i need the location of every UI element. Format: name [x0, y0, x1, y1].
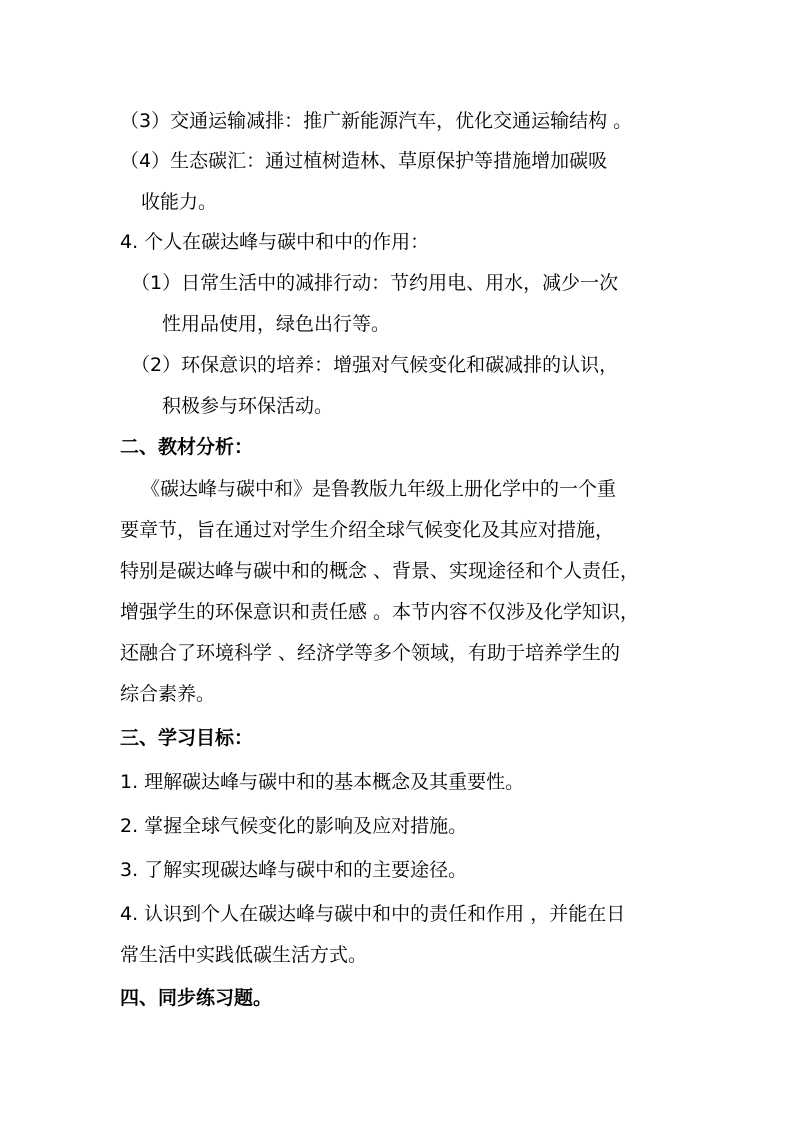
- paragraph-line: 性用品使用，绿色出行等。: [162, 313, 391, 335]
- paragraph-line: 要章节，旨在通过对学生介绍全球气候变化及其应对措施，: [120, 519, 615, 541]
- paragraph-line: （2）环保意识的培养：增强对气候变化和碳减排的认识，: [131, 354, 619, 376]
- list-item: 3. 了解实现碳达峰与碳中和的主要途径。: [120, 859, 468, 881]
- paragraph-line: 特别是碳达峰与碳中和的概念 、背景、实现途径和个人责任，: [120, 560, 640, 582]
- paragraph-line: 收能力。: [141, 191, 218, 213]
- list-item: 4. 个人在碳达峰与碳中和中的作用：: [120, 231, 430, 253]
- section-heading: 三、学习目标：: [120, 727, 254, 749]
- paragraph-line: 增强学生的环保意识和责任感 。本节内容不仅涉及化学知识，: [120, 601, 640, 623]
- paragraph-line: 常生活中实践低碳生活方式。: [120, 944, 368, 966]
- paragraph-line: 还融合了环境科学 、经济学等多个领域，有助于培养学生的: [120, 642, 621, 664]
- list-item: 2. 掌握全球气候变化的影响及应对措施。: [120, 815, 468, 837]
- list-item: 1. 理解碳达峰与碳中和的基本概念及其重要性。: [120, 771, 525, 793]
- paragraph-line: （3）交通运输减排：推广新能源汽车，优化交通运输结构 。: [120, 110, 633, 132]
- section-heading: 二、教材分析：: [120, 436, 254, 458]
- paragraph-line: 综合素养。: [120, 683, 216, 705]
- paragraph-line: （1）日常生活中的减排行动：节约用电、用水，减少一次: [131, 272, 619, 294]
- section-heading: 四、同步练习题。: [120, 987, 273, 1009]
- list-item: 4. 认识到个人在碳达峰与碳中和中的责任和作用 ，并能在日: [120, 903, 626, 925]
- paragraph-line: 《碳达峰与碳中和》是鲁教版九年级上册化学中的一个重: [141, 478, 617, 500]
- paragraph-line: 积极参与环保活动。: [162, 395, 334, 417]
- paragraph-line: （4）生态碳汇：通过植树造林、草原保护等措施增加碳吸: [120, 150, 608, 172]
